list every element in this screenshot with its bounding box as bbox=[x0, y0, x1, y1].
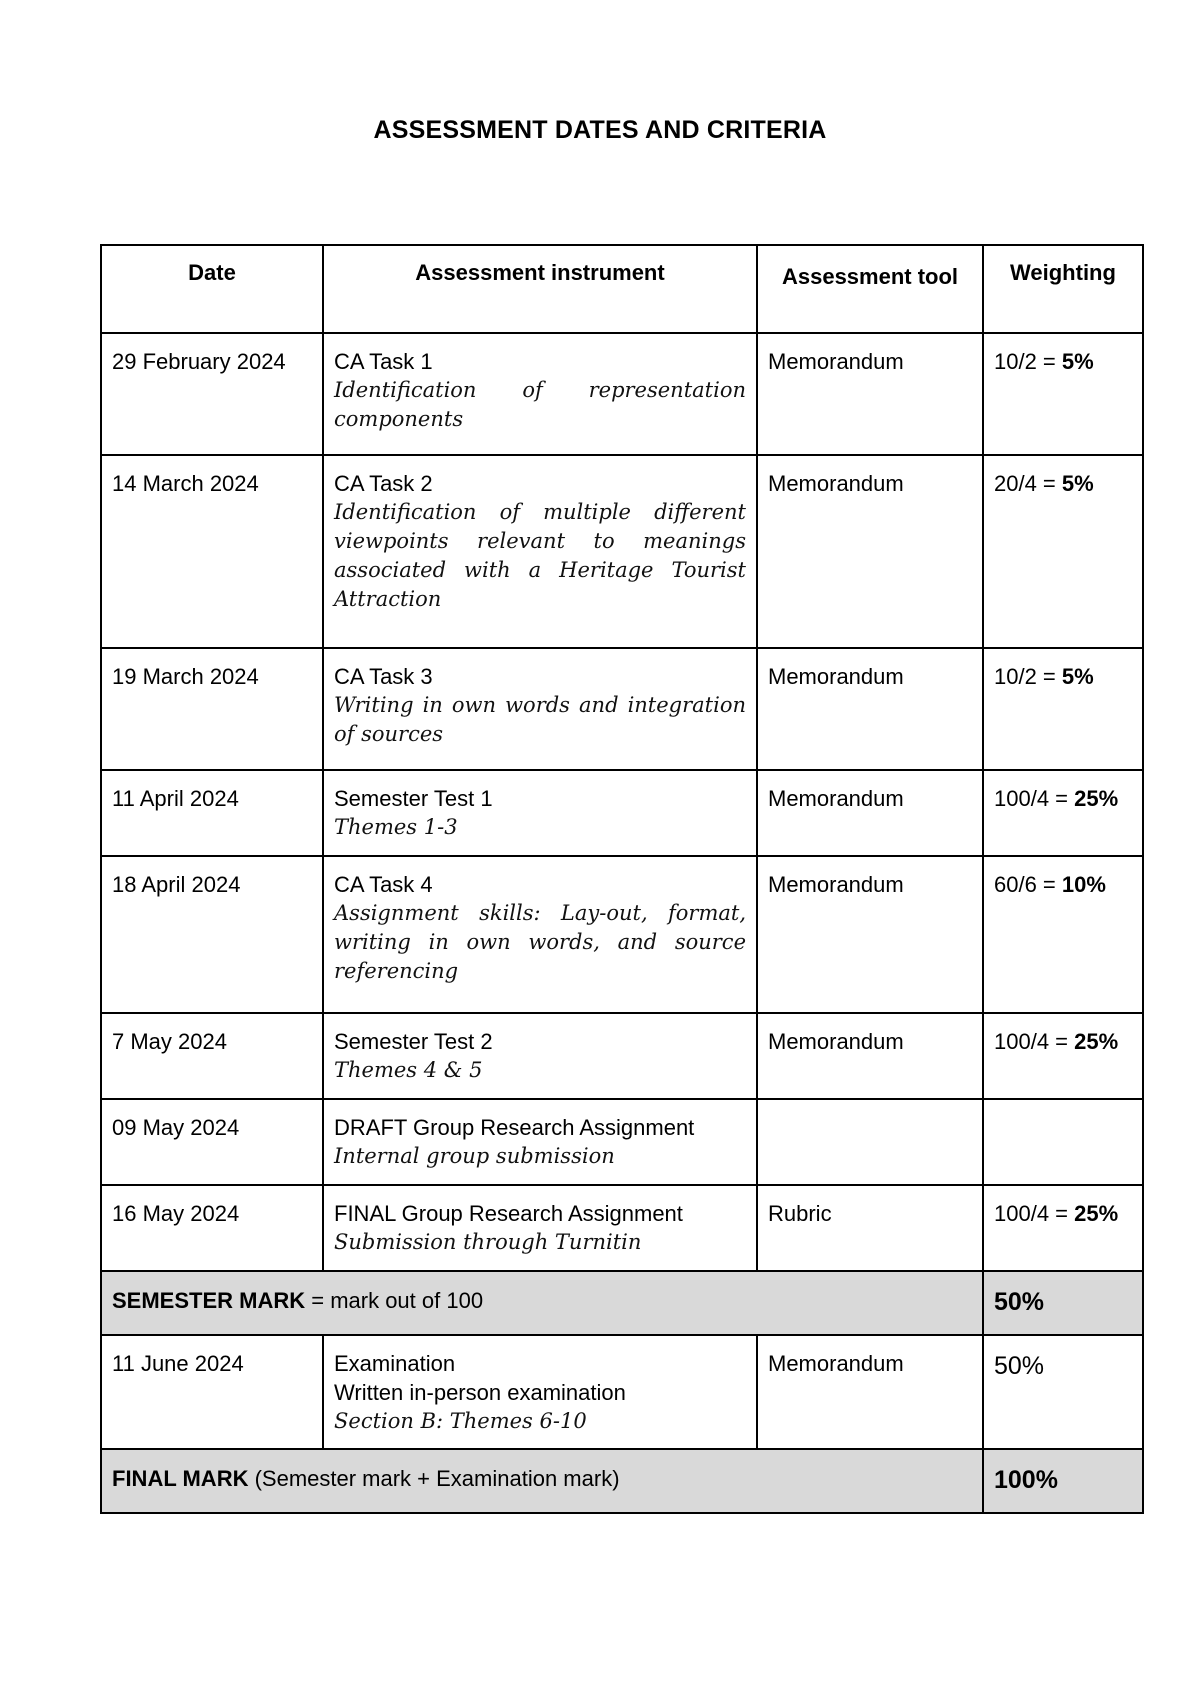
row-weighting bbox=[983, 333, 1143, 455]
row-tool bbox=[757, 1099, 983, 1185]
weight-calc: 10/2 = bbox=[994, 349, 1062, 374]
row-instrument bbox=[323, 455, 757, 648]
row-instrument bbox=[323, 770, 757, 856]
table-row bbox=[101, 1013, 1143, 1099]
row-date: 14 March 2024 bbox=[101, 455, 323, 648]
weight-calc: 10/2 = bbox=[994, 664, 1062, 689]
table-row bbox=[101, 856, 1143, 1013]
exam-weight: 50% bbox=[983, 1335, 1143, 1449]
instrument-description: Identification of multiple different viewpoints relevant to meanings associated with a Heritage Tourist Attraction bbox=[334, 500, 746, 611]
instrument-title: CA Task 4 bbox=[334, 872, 433, 897]
weight-percent: 10% bbox=[1061, 872, 1106, 897]
instrument-title: Examination bbox=[334, 1351, 456, 1376]
instrument-description: Internal group submission bbox=[334, 1144, 615, 1168]
table-row bbox=[101, 1099, 1143, 1185]
assessment-table-container bbox=[100, 244, 1142, 1514]
header-instrument-label: Assessment instrument bbox=[415, 260, 665, 285]
row-weighting bbox=[983, 856, 1143, 1013]
instrument-title: Semester Test 2 bbox=[334, 1029, 493, 1054]
row-instrument bbox=[323, 1335, 757, 1449]
weight-percent: 25% bbox=[1074, 1201, 1119, 1226]
row-weighting bbox=[983, 770, 1143, 856]
final-mark-label-rest: (Semester mark + Examination mark) bbox=[248, 1466, 620, 1491]
weight-percent: 5% bbox=[1061, 349, 1094, 374]
table-row bbox=[101, 770, 1143, 856]
row-weighting bbox=[983, 648, 1143, 770]
row-date: 29 February 2024 bbox=[101, 333, 323, 455]
row-instrument bbox=[323, 1013, 757, 1099]
row-instrument bbox=[323, 1185, 757, 1271]
row-date: 11 April 2024 bbox=[101, 770, 323, 856]
instrument-title: Semester Test 1 bbox=[334, 786, 493, 811]
row-tool: Memorandum bbox=[757, 455, 983, 648]
instrument-description: Themes 4 & 5 bbox=[334, 1058, 483, 1082]
row-date: 16 May 2024 bbox=[101, 1185, 323, 1271]
row-instrument bbox=[323, 648, 757, 770]
table-row bbox=[101, 1185, 1143, 1271]
instrument-description: Assignment skills: Lay-out, format, writing in own words, and source referencing bbox=[334, 901, 746, 983]
document-title: ASSESSMENT DATES AND CRITERIA bbox=[373, 116, 827, 144]
instrument-title: CA Task 2 bbox=[334, 471, 433, 496]
semester-mark-label bbox=[101, 1271, 983, 1335]
instrument-description: Writing in own words and integration of sources bbox=[334, 693, 746, 746]
semester-mark-weight: 50% bbox=[983, 1271, 1143, 1335]
row-date: 18 April 2024 bbox=[101, 856, 323, 1013]
weight-calc: 100/4 = bbox=[994, 786, 1075, 811]
row-tool: Rubric bbox=[757, 1185, 983, 1271]
final-mark-label bbox=[101, 1449, 983, 1513]
instrument-description: Section B: Themes 6-10 bbox=[334, 1409, 587, 1433]
header-weighting: Weighting bbox=[983, 245, 1143, 333]
weight-percent: 25% bbox=[1074, 786, 1119, 811]
weight-percent: 25% bbox=[1074, 1029, 1119, 1054]
row-tool: Memorandum bbox=[757, 648, 983, 770]
row-tool: Memorandum bbox=[757, 1013, 983, 1099]
exam-row bbox=[101, 1335, 1143, 1449]
weight-percent: 5% bbox=[1061, 471, 1094, 496]
semester-mark-label-bold: SEMESTER MARK bbox=[112, 1288, 306, 1313]
row-tool: Memorandum bbox=[757, 333, 983, 455]
row-tool: Memorandum bbox=[757, 1335, 983, 1449]
row-date: 11 June 2024 bbox=[101, 1335, 323, 1449]
weight-calc: 20/4 = bbox=[994, 471, 1062, 496]
instrument-title: DRAFT Group Research Assignment bbox=[334, 1115, 695, 1140]
row-tool: Memorandum bbox=[757, 770, 983, 856]
final-mark-weight: 100% bbox=[983, 1449, 1143, 1513]
row-instrument bbox=[323, 333, 757, 455]
table-row bbox=[101, 455, 1143, 648]
row-date: 7 May 2024 bbox=[101, 1013, 323, 1099]
table-header-row bbox=[101, 245, 1143, 333]
final-mark-row bbox=[101, 1449, 1143, 1513]
row-weighting bbox=[983, 1013, 1143, 1099]
row-weighting bbox=[983, 1185, 1143, 1271]
assessment-table bbox=[100, 244, 1144, 1514]
table-row bbox=[101, 333, 1143, 455]
header-date: Date bbox=[101, 245, 323, 333]
instrument-description: Identification of representation components bbox=[334, 378, 746, 431]
row-instrument bbox=[323, 1099, 757, 1185]
header-tool: Assessment tool bbox=[757, 245, 983, 333]
final-mark-label-bold: FINAL MARK bbox=[112, 1466, 249, 1491]
instrument-subtitle: Written in-person examination bbox=[334, 1380, 626, 1405]
row-date: 09 May 2024 bbox=[101, 1099, 323, 1185]
row-weighting bbox=[983, 1099, 1143, 1185]
weight-calc: 100/4 = bbox=[994, 1029, 1075, 1054]
table-row bbox=[101, 648, 1143, 770]
instrument-description: Themes 1-3 bbox=[334, 815, 458, 839]
header-instrument bbox=[323, 245, 757, 333]
semester-mark-row bbox=[101, 1271, 1143, 1335]
row-weighting bbox=[983, 455, 1143, 648]
weight-calc: 100/4 = bbox=[994, 1201, 1075, 1226]
instrument-title: FINAL Group Research Assignment bbox=[334, 1201, 683, 1226]
weight-calc: 60/6 = bbox=[994, 872, 1062, 897]
instrument-title: CA Task 3 bbox=[334, 664, 433, 689]
row-date: 19 March 2024 bbox=[101, 648, 323, 770]
instrument-description: Submission through Turnitin bbox=[334, 1230, 642, 1254]
row-instrument bbox=[323, 856, 757, 1013]
row-tool: Memorandum bbox=[757, 856, 983, 1013]
weight-percent: 5% bbox=[1061, 664, 1094, 689]
semester-mark-label-rest: = mark out of 100 bbox=[305, 1288, 484, 1313]
instrument-title: CA Task 1 bbox=[334, 349, 433, 374]
